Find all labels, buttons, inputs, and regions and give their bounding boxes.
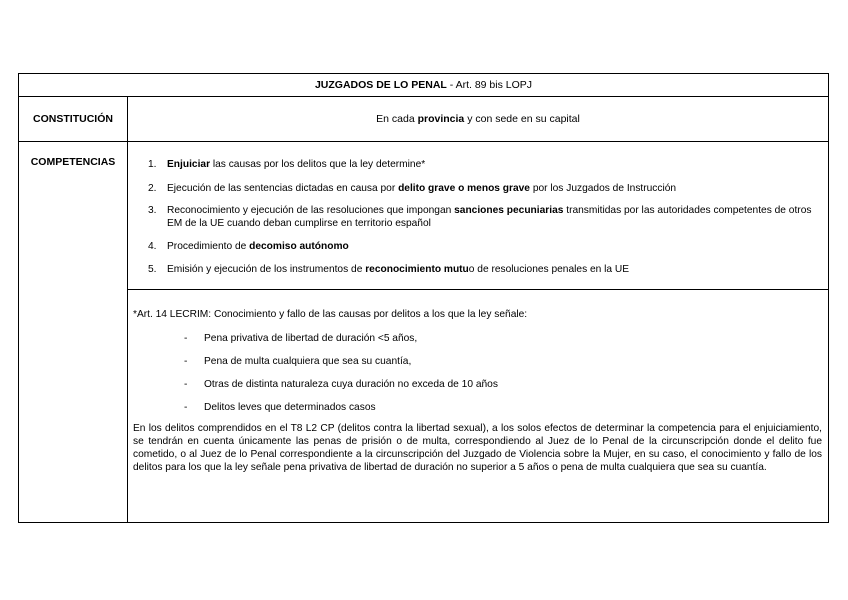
item-text: Reconocimiento y ejecución de las resoluciones que impongan sanciones pecuniarias transmitidas por las autoridades competentes de otros EM de la UE cuando deban cumplirse en territorio español (167, 205, 812, 229)
constitucion-post: y con sede en su capital (464, 113, 580, 125)
note-intro: *Art. 14 LECRIM: Conocimiento y fallo de las causas por delitos a los que la ley señale: (133, 309, 528, 320)
item-number: 5. (148, 264, 157, 275)
item-text: Ejecución de las sentencias dictadas en causa por delito grave o menos grave por los Juzgados de Instrucción (167, 183, 677, 194)
note-section (128, 290, 828, 522)
dash: - (184, 402, 188, 413)
table-title (19, 74, 828, 97)
item-number: 3. (148, 205, 157, 216)
note-paragraph: En los delitos comprendidos en el T8 L2 CP (delitos contra la libertad sexual), a los solos efectos de determinar la competencia para el enjuiciamiento, se tendrán en cuenta únicamente las penas de prisión o de multa, correspondiendo al Juez de lo Penal de la circunscripción donde el delito fue cometido, o al Juez de lo Penal correspondiente a la circunscripción del Juzgado de Violencia sobre la Mujer, en su caso, el conocimiento y fallo de los delitos para los que la ley señale pena privativa de libertad de duración no superior a 5 años o pena de multa cualquiera que sea su cuantía. (133, 423, 822, 473)
title-bold: JUZGADOS DE LO PENAL (314, 79, 447, 91)
bullet-text: Pena de multa cualquiera que sea su cuantía, (204, 356, 412, 367)
dash: - (184, 333, 188, 344)
item-number: 1. (148, 159, 157, 170)
document-table (18, 73, 829, 523)
bullet-text: Delitos leves que determinados casos (204, 402, 376, 413)
competencias-label: COMPETENCIAS (19, 142, 128, 523)
dash: - (184, 356, 188, 367)
item-text: Enjuiciar las causas por los delitos que la ley determine* (167, 159, 426, 170)
item-text: Procedimiento de decomiso autónomo (167, 241, 349, 252)
item-number: 2. (148, 183, 157, 194)
item-number: 4. (148, 241, 157, 252)
competencias-list (128, 142, 828, 290)
bullet-text: Pena privativa de libertad de duración <5 años, (204, 333, 418, 344)
constitucion-label: CONSTITUCIÓN (19, 97, 128, 142)
bullet-text: Otras de distinta naturaleza cuya duración no exceda de 10 años (204, 379, 498, 390)
constitucion-value (128, 97, 828, 142)
item-text: Emisión y ejecución de los instrumentos de reconocimiento mutuo de resoluciones penales en la UE (167, 264, 630, 275)
constitucion-bold: provincia (417, 113, 465, 125)
dash: - (184, 379, 188, 390)
title-rest: - Art. 89 bis LOPJ (446, 79, 533, 91)
constitucion-pre: En cada (376, 113, 418, 125)
